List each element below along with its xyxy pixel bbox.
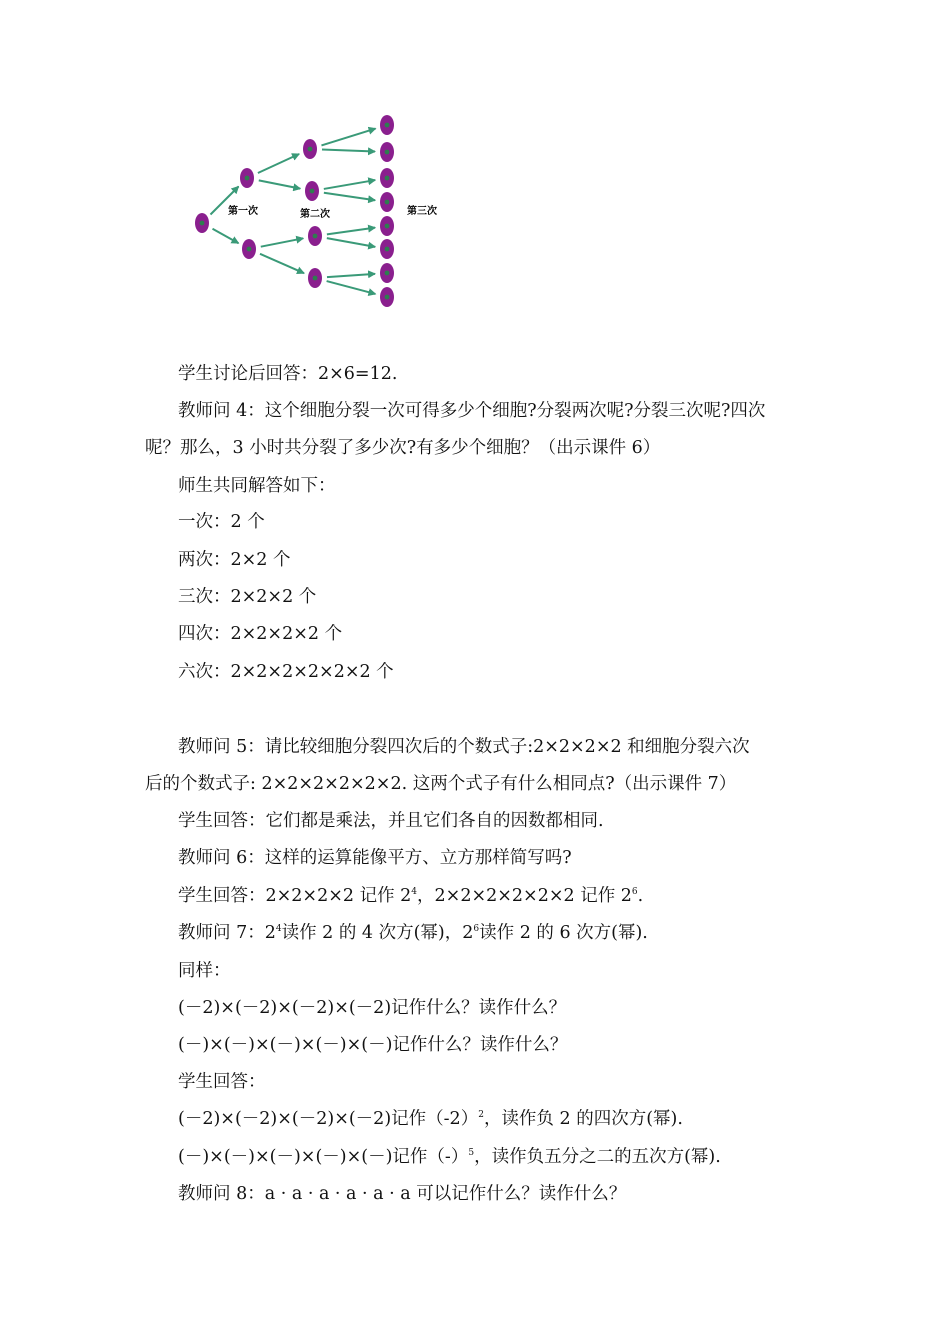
division-arrow [261,238,303,246]
text-line: 后的个数式子: 2×2×2×2×2×2. 这两个式子有什么相同点?（出示课件 7） [145,774,737,794]
cell-nucleus [313,276,318,281]
exponent: 2 [478,1110,484,1120]
exponent: 6 [631,887,638,897]
cell-nucleus [385,123,390,128]
cells [195,115,394,307]
text-line: 学生回答：它们都是乘法，并且它们各自的因数都相同. [178,811,604,831]
text-line: 师生共同解答如下： [178,476,336,496]
text-line: 三次：2×2×2 个 [178,587,317,607]
text-line [178,885,643,907]
cell-nucleus [385,247,390,252]
label-first-division: 第一次 [228,206,258,217]
cell-nucleus [385,224,390,229]
division-arrow [321,129,375,146]
text-line: 同样： [178,961,231,981]
text-run: ，读作负 2 的四次方(幂). [483,1109,683,1129]
cell-nucleus [385,176,390,181]
text-run: 读作 2 的 4 次方(幂)，2 [281,923,474,943]
division-arrow [327,274,375,277]
text-line: 教师问 8：a · a · a · a · a · a 可以记作什么？读作什么？ [178,1184,627,1204]
text-run: (－2)×(－2)×(－2)×(－2)记作（-2） [178,1109,479,1129]
text-line: 教师问 4：这个细胞分裂一次可得多少个细胞?分裂两次呢?分裂三次呢?四次 [178,401,766,421]
exponent: 4 [411,887,418,897]
division-arrow [327,281,376,294]
division-arrow [260,254,304,273]
text-line: 学生讨论后回答：2×6=12. [178,364,398,384]
cell-nucleus [245,176,250,181]
text-line: 呢？那么，3 小时共分裂了多少次?有多少个细胞？（出示课件 6） [145,438,661,458]
division-arrow [324,180,375,189]
cell-division-diagram [185,105,465,320]
text-run: (－)×(－)×(－)×(－)×(－)记作（-） [178,1147,469,1167]
division-arrow [324,193,375,201]
text-line [178,922,648,944]
division-arrow [327,238,375,247]
text-line: (－2)×(－2)×(－2)×(－2)记作什么？读作什么？ [178,998,567,1018]
text-line: 六次：2×2×2×2×2×2 个 [178,662,394,682]
text-line: (－)×(－)×(－)×(－)×(－)记作什么？读作什么？ [178,1035,568,1055]
division-arrow [327,228,375,235]
text-line [178,1146,721,1168]
cell-nucleus [385,200,390,205]
text-line [178,1108,683,1130]
text-run: 学生回答：2×2×2×2 记作 2 [178,886,412,906]
cell-nucleus [385,295,390,300]
division-arrow [213,229,239,243]
exponent: 4 [275,924,282,934]
division-arrow [258,154,299,173]
cell-nucleus [200,221,205,226]
text-line: 两次：2×2 个 [178,550,291,570]
cell-nucleus [385,150,390,155]
text-line: 学生回答： [178,1072,266,1092]
text-run: ，2×2×2×2×2×2 记作 2 [417,886,632,906]
cell-nucleus [247,247,252,252]
text-line: 一次：2 个 [178,512,265,532]
text-run: . [637,886,644,906]
text-line: 教师问 6：这样的运算能像平方、立方那样简写吗? [178,848,572,868]
cell-nucleus [308,147,313,152]
cell-nucleus [313,234,318,239]
exponent: 5 [468,1148,475,1158]
cell-nucleus [310,189,315,194]
exponent: 6 [473,924,480,934]
text-line: 教师问 5：请比较细胞分裂四次后的个数式子:2×2×2×2 和细胞分裂六次 [178,737,750,757]
text-line: 四次：2×2×2×2 个 [178,624,343,644]
label-second-division: 第二次 [300,209,330,220]
division-arrow [259,180,300,188]
division-arrow [322,149,375,151]
label-third-division: 第三次 [407,206,437,217]
text-run: 读作 2 的 6 次方(幂). [479,923,648,943]
cell-nucleus [385,271,390,276]
text-run: ，读作负五分之二的五次方(幂). [474,1147,721,1167]
text-run: 教师问 7：2 [178,923,276,943]
